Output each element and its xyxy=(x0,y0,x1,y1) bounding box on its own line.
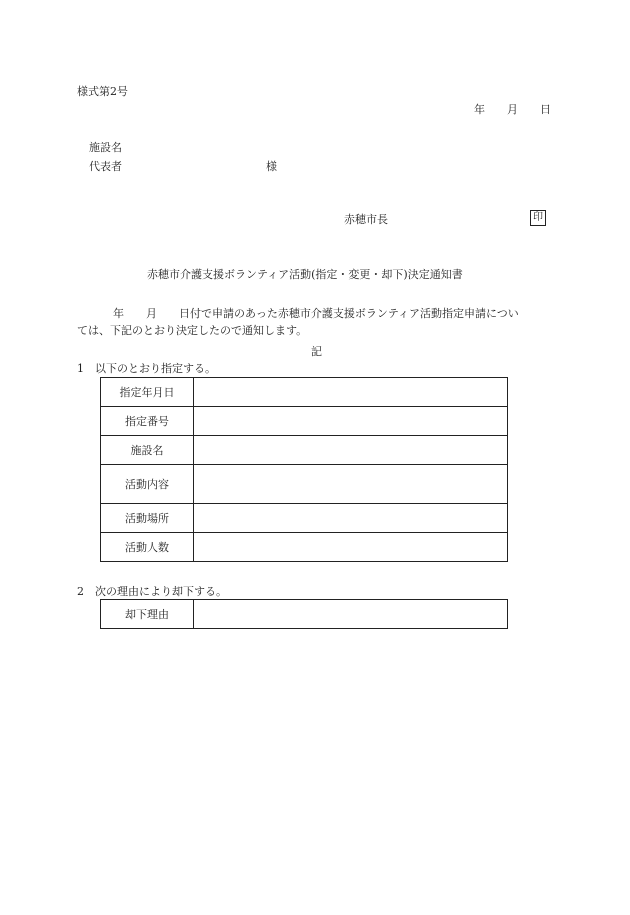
ki-heading: 記 xyxy=(311,345,322,358)
section1-text: 以下のとおり指定する。 xyxy=(95,362,216,375)
table-row xyxy=(101,533,508,562)
row-label-activity-content: 活動内容 xyxy=(101,465,194,504)
table-row xyxy=(101,436,508,465)
table-row xyxy=(101,465,508,504)
body-text-line1: 日付で申請のあった赤穂市介護支援ボランティア活動指定申請につい xyxy=(179,307,519,320)
seal-stamp: 印 xyxy=(530,210,546,226)
document-title: 赤穂市介護支援ボランティア活動(指定・変更・却下)決定通知書 xyxy=(147,268,463,281)
section2-text: 次の理由により却下する。 xyxy=(95,585,227,598)
row-label-activity-headcount: 活動人数 xyxy=(101,533,194,562)
addressee-representative-label: 代表者 xyxy=(89,160,122,173)
table-row xyxy=(101,504,508,533)
date-line xyxy=(474,103,551,117)
issuer-title: 赤穂市長 xyxy=(344,213,388,226)
value-cell-designation-date[interactable] xyxy=(194,378,508,407)
addressee-honorific: 様 xyxy=(266,160,277,173)
addressee-facility-label: 施設名 xyxy=(89,141,122,154)
form-number: 様式第2号 xyxy=(77,85,128,98)
value-cell-facility-name[interactable] xyxy=(194,436,508,465)
body-paragraph-line1 xyxy=(77,307,519,321)
body-text-line2: ては、下記のとおり決定したので通知します。 xyxy=(77,324,308,337)
value-cell-activity-content[interactable] xyxy=(194,465,508,504)
section2-heading xyxy=(77,585,227,599)
row-label-facility-name: 施設名 xyxy=(101,436,194,465)
value-cell-rejection-reason[interactable] xyxy=(194,600,508,629)
rejection-table xyxy=(100,599,508,629)
value-cell-activity-location[interactable] xyxy=(194,504,508,533)
date-day: 日 xyxy=(540,103,551,116)
section2-number: 2 xyxy=(77,585,84,598)
section1-number: 1 xyxy=(77,362,84,375)
row-label-designation-number: 指定番号 xyxy=(101,407,194,436)
row-label-activity-location: 活動場所 xyxy=(101,504,194,533)
value-cell-activity-headcount[interactable] xyxy=(194,533,508,562)
date-year: 年 xyxy=(474,103,485,116)
table-row xyxy=(101,407,508,436)
body-year: 年 xyxy=(113,307,124,320)
date-month: 月 xyxy=(507,103,518,116)
value-cell-designation-number[interactable] xyxy=(194,407,508,436)
section1-heading xyxy=(77,362,216,376)
row-label-rejection-reason: 却下理由 xyxy=(101,600,194,629)
row-label-designation-date: 指定年月日 xyxy=(101,378,194,407)
table-row xyxy=(101,600,508,629)
body-month: 月 xyxy=(146,307,157,320)
designation-table xyxy=(100,377,508,562)
table-row xyxy=(101,378,508,407)
